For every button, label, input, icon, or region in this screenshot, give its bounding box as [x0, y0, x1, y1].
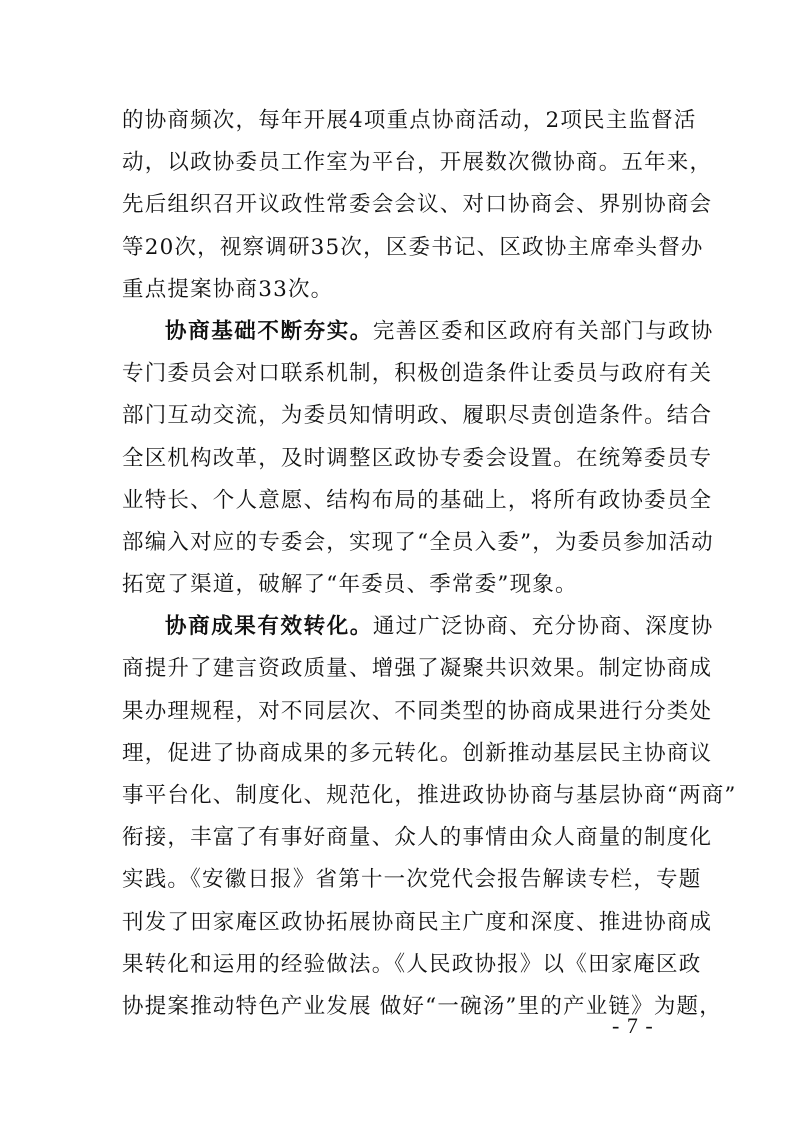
text-line: 业特长、个人意愿、结构布局的基础上，将所有政协委员全 [122, 487, 713, 513]
text-line-rest: 通过广泛协商、充分协商、深度协 [372, 614, 714, 640]
text-line-first [122, 606, 714, 648]
text-line: 重点提案协商33次。 [122, 276, 334, 302]
paragraph-consultation-results [122, 606, 737, 1028]
paragraph-lead-heading: 协商基础不断夯实。 [165, 318, 373, 344]
text-line: 等20次，视察调研35次，区委书记、区政协主席牵头督办 [122, 234, 704, 260]
page-number: - 7 - [612, 1013, 654, 1038]
paragraph-lead-heading: 协商成果有效转化。 [165, 614, 373, 640]
paragraph-consultation-frequency [122, 100, 713, 311]
text-line: 动，以政协委员工作室为平台，开展数次微协商。五年来， [122, 150, 713, 176]
text-line: 部编入对应的专委会，实现了“全员入委”，为委员参加活动 [122, 529, 714, 555]
text-line: 部门互动交流，为委员知情明政、履职尽责创造条件。结合 [122, 403, 713, 429]
text-line: 果办理规程，对不同层次、不同类型的协商成果进行分类处 [122, 698, 713, 724]
text-line: 事平台化、制度化、规范化，推进政协协商与基层协商“两商” [122, 783, 737, 808]
text-line: 刊发了田家庵区政协拓展协商民主广度和深度、推进协商成 [122, 909, 713, 935]
text-line: 的协商频次，每年开展4项重点协商活动，2项民主监督活 [122, 108, 697, 133]
text-line: 衔接，丰富了有事好商量、众人的事情由众人商量的制度化 [122, 825, 713, 851]
text-line: 果转化和运用的经验做法。《人民政协报》以《田家庵区政 [122, 951, 702, 977]
text-line-first [122, 311, 714, 353]
text-line-rest: 完善区委和区政府有关部门与政协 [372, 318, 714, 344]
text-line: 专门委员会对口联系机制，积极创造条件让委员与政府有关 [122, 361, 713, 387]
text-line: 实践。《安徽日报》省第十一次党代会报告解读专栏，专题 [122, 867, 702, 893]
text-line: 拓宽了渠道，破解了“年委员、季常委”现象。 [122, 572, 578, 598]
document-body [122, 100, 737, 1028]
text-line: 先后组织召开议政性常委会会议、对口协商会、界别协商会 [122, 192, 713, 218]
text-line: 商提升了建言资政质量、增强了凝聚共识效果。制定协商成 [122, 656, 713, 682]
text-line: 协提案推动特色产业发展 做好“一碗汤”里的产业链》为题， [122, 993, 722, 1019]
paragraph-consultation-foundation [122, 311, 714, 606]
text-line: 全区机构改革，及时调整区政协专委会设置。在统筹委员专 [122, 445, 713, 471]
text-line: 理，促进了协商成果的多元转化。创新推动基层民主协商议 [122, 740, 713, 766]
